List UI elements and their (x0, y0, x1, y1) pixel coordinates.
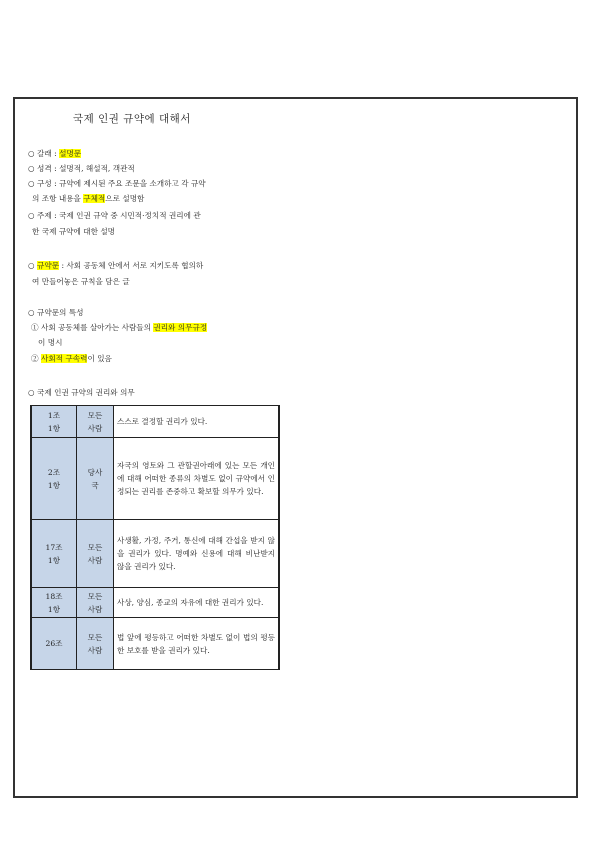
table-row (31, 406, 279, 438)
table-cell-subject: 모든 사람 (77, 406, 114, 438)
feature-item-1-highlight: 권리와 의무규정 (153, 323, 208, 332)
table-cell-article: 17조 1항 (31, 520, 77, 588)
genre-value: 설명문 (59, 149, 82, 158)
table-cell-content: 사상, 양심, 종교의 자유에 대한 권리가 있다. (114, 588, 280, 618)
definition-line-1: ○ 규약문 : 사회 공동체 안에서 서로 지키도록 협의하 (28, 261, 204, 270)
feature-item-1-line-2: 이 명시 (38, 338, 63, 347)
table-cell-content: 법 앞에 평등하고 어떠한 차별도 없이 법의 평등한 보호를 받을 권리가 있다. (114, 618, 280, 670)
table-cell-article: 2조 1항 (31, 438, 77, 520)
feature-item-1: ① 사회 공동체를 살아가는 사람들의 권리와 의무규정 (31, 323, 208, 332)
table-cell-subject: 당사 국 (77, 438, 114, 520)
feature-item-2-highlight: 사회적 구속력 (41, 354, 88, 363)
nature-line: ○ 성격 : 설명적, 해설적, 객관적 (28, 164, 135, 173)
features-heading: ○ 규약문의 특성 (28, 308, 84, 317)
table-cell-subject: 모든 사람 (77, 588, 114, 618)
document-title: 국제 인권 규약에 대해서 (73, 113, 191, 125)
rights-table (30, 405, 280, 670)
feature-item-2: ② 사회적 구속력이 있음 (31, 354, 112, 363)
table-cell-subject: 모든 사람 (77, 618, 114, 670)
table-row (31, 520, 279, 588)
table-cell-article: 1조 1항 (31, 406, 77, 438)
genre-line (28, 148, 81, 159)
table-cell-article: 26조 (31, 618, 77, 670)
composition-highlight: 구체적 (83, 194, 106, 203)
composition-line-2: 의 조항 내용을 구체적으로 설명함 (32, 194, 145, 203)
table-cell-content: 사생활, 가정, 주거, 통신에 대해 간섭을 받지 않을 권리가 있다. 명예와 신용에 대해 비난받지 않을 권리가 있다. (114, 520, 280, 588)
definition-line-2: 여 만들어놓은 규칙을 담은 글 (32, 277, 130, 286)
table-row (31, 588, 279, 618)
table-row (31, 438, 279, 520)
table-cell-subject: 모든 사람 (77, 520, 114, 588)
genre-label: ○ 갈래 : (28, 149, 60, 158)
table-cell-content: 자국의 영토와 그 관할권아래에 있는 모든 개인에 대해 어떠한 종류의 차별도 없이 규약에서 인정되는 권리를 존중하고 확보할 의무가 있다. (114, 438, 280, 520)
table-cell-article: 18조 1항 (31, 588, 77, 618)
table-row (31, 618, 279, 670)
theme-line-2: 한 국제 규약에 대한 설명 (32, 227, 116, 236)
definition-highlight: 규약문 (37, 261, 60, 270)
composition-line-1: ○ 구성 : 규약에 제시된 주요 조문을 소개하고 각 규약 (28, 179, 206, 188)
table-cell-content: 스스로 결정할 권리가 있다. (114, 406, 280, 438)
rights-heading: ○ 국제 인권 규약의 권리와 의무 (28, 388, 135, 397)
theme-line-1: ○ 주제 : 국제 인권 규약 중 시민적·정치적 권리에 관 (28, 211, 201, 220)
